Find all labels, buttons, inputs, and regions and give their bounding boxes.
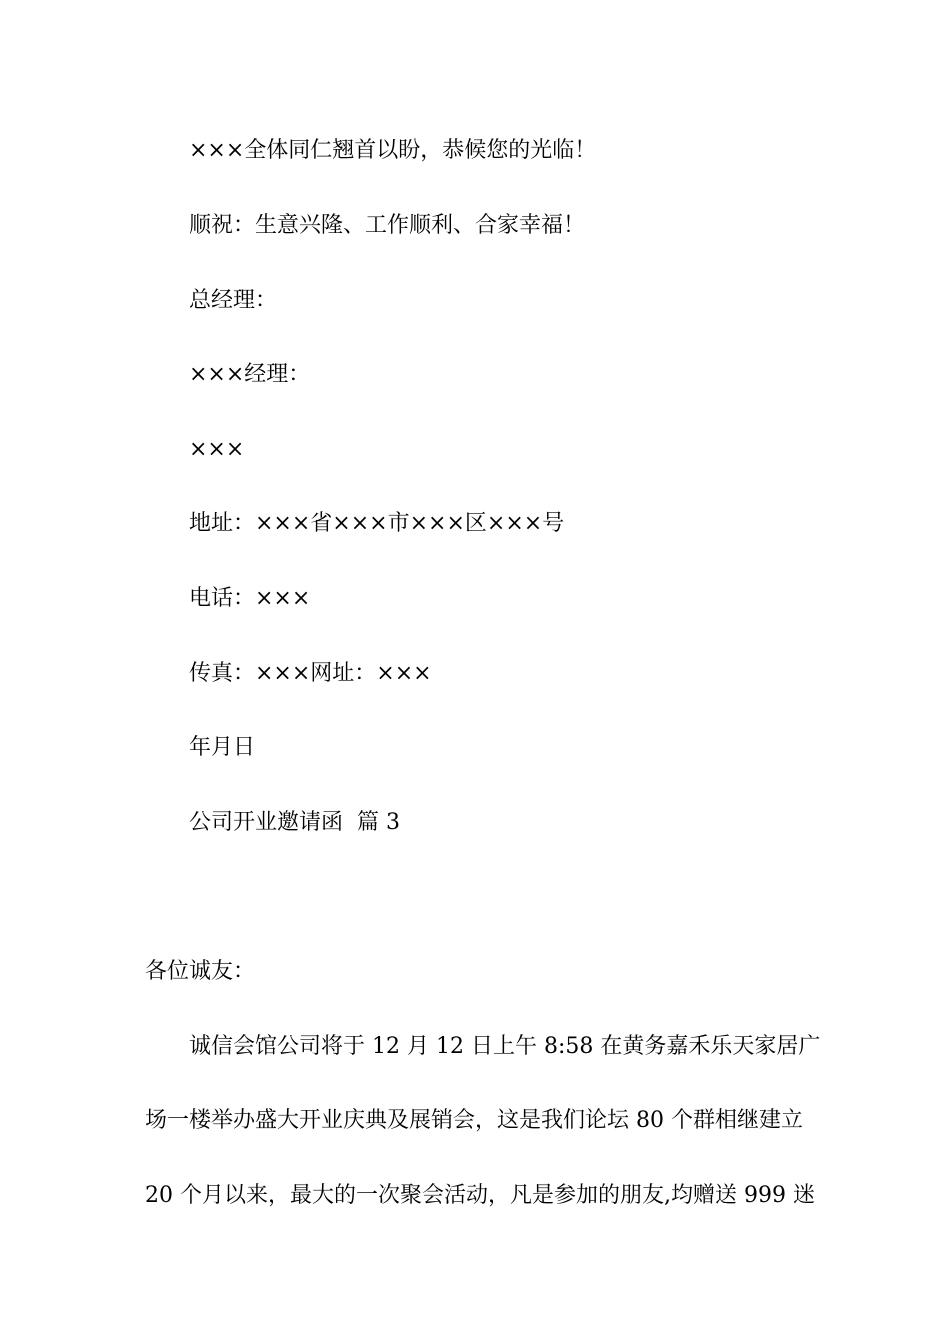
wishes-line: 顺祝：生意兴隆、工作顺利、合家幸福！ — [189, 213, 586, 238]
address-line: 地址：×××省×××市×××区×××号 — [189, 511, 565, 536]
phone-line: 电话：××× — [189, 586, 311, 611]
paragraph-line: 场一楼举办盛大开业庆典及展销会，这是我们论坛 80 个群相继建立 — [145, 1108, 803, 1133]
salutation: 各位诚友： — [145, 959, 256, 984]
paragraph-line: 诚信会馆公司将于 12 月 12 日上午 8:58 在黄务嘉禾乐天家居广 — [189, 1034, 821, 1059]
general-manager-label: 总经理： — [189, 288, 278, 313]
signature-name: ××× — [189, 437, 245, 462]
fax-website-line: 传真：×××网址：××× — [189, 661, 432, 686]
invitation-closing-line: ×××全体同仁翘首以盼，恭候您的光临！ — [189, 138, 597, 163]
date-line: 年月日 — [189, 735, 256, 760]
section-heading: 公司开业邀请函 篇 3 — [189, 810, 400, 835]
manager-label: ×××经理： — [189, 362, 311, 387]
paragraph-line: 20 个月以来，最大的一次聚会活动，凡是参加的朋友,均赠送 999 迷 — [145, 1183, 815, 1208]
